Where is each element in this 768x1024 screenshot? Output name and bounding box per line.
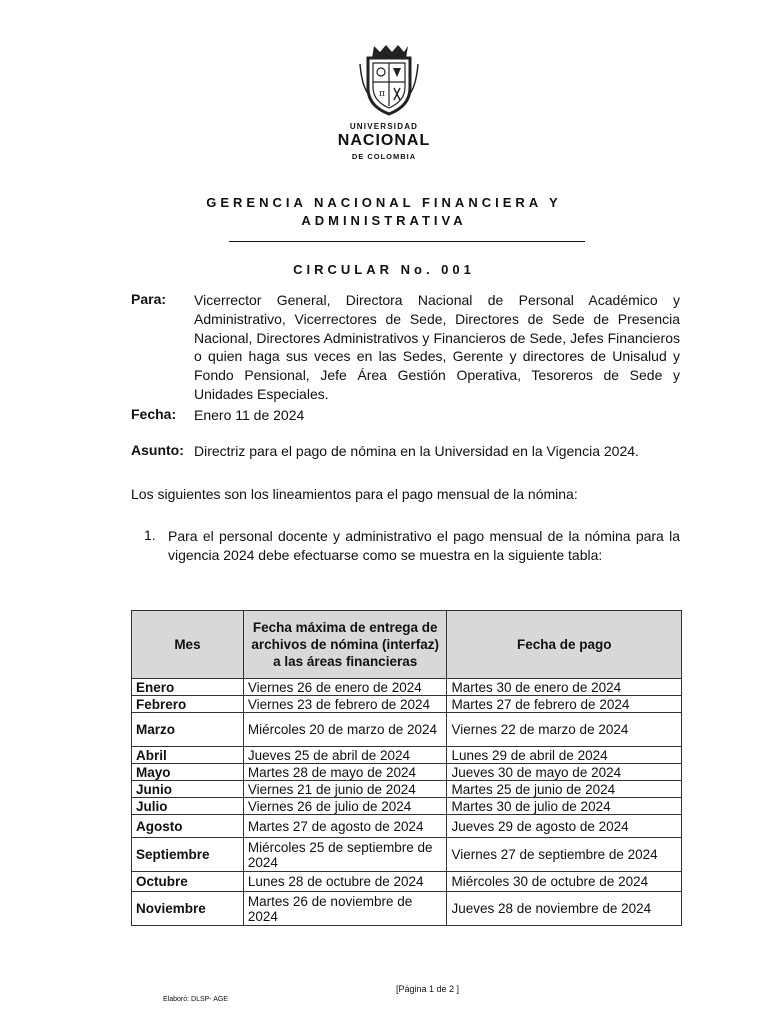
payment-date-cell: Martes 25 de junio de 2024: [447, 781, 682, 798]
payment-date-cell: Jueves 28 de noviembre de 2024: [447, 892, 682, 926]
payment-date-cell: Martes 30 de enero de 2024: [447, 679, 682, 696]
month-cell: Agosto: [132, 815, 244, 838]
delivery-date-cell: Miércoles 20 de marzo de 2024: [243, 713, 447, 747]
month-cell: Febrero: [132, 696, 244, 713]
department-title-line2: ADMINISTRATIVA: [301, 213, 467, 228]
university-name-bottom: DE COLOMBIA: [351, 152, 417, 161]
payroll-schedule-table: [131, 610, 682, 926]
svg-text:π: π: [379, 89, 385, 99]
payment-date-cell: Jueves 29 de agosto de 2024: [447, 815, 682, 838]
table-row: [132, 679, 682, 696]
table-row: [132, 747, 682, 764]
table-row: [132, 781, 682, 798]
list-item-number: 1.: [144, 527, 156, 543]
delivery-date-cell: Viernes 26 de enero de 2024: [243, 679, 447, 696]
delivery-date-cell: Jueves 25 de abril de 2024: [243, 747, 447, 764]
table-row: [132, 838, 682, 872]
delivery-date-cell: Viernes 23 de febrero de 2024: [243, 696, 447, 713]
table-row: [132, 764, 682, 781]
payment-date-cell: Jueves 30 de mayo de 2024: [447, 764, 682, 781]
month-cell: Noviembre: [132, 892, 244, 926]
month-cell: Julio: [132, 798, 244, 815]
prepared-by-note: Elaboró: DLSP- AGE: [163, 996, 228, 1003]
month-cell: Abril: [132, 747, 244, 764]
university-name-top: UNIVERSIDAD: [349, 122, 419, 131]
delivery-date-cell: Miércoles 25 de septiembre de 2024: [243, 838, 447, 872]
column-header-fecha-pago: Fecha de pago: [447, 611, 682, 679]
table-row: [132, 892, 682, 926]
payment-date-cell: Miércoles 30 de octubre de 2024: [447, 872, 682, 892]
list-item-text: Para el personal docente y administrativo el pago mensual de la nómina para la vigencia 2024 debe efectuarse como se muestra en la siguiente tabla:: [168, 528, 680, 563]
title-underline: [229, 241, 585, 242]
month-cell: Junio: [132, 781, 244, 798]
department-title-line1: GERENCIA NACIONAL FINANCIERA Y: [206, 195, 562, 210]
fecha-value: Enero 11 de 2024: [194, 407, 305, 423]
university-seal-logo: [356, 44, 422, 116]
department-title: [0, 194, 768, 230]
payment-date-cell: Lunes 29 de abril de 2024: [447, 747, 682, 764]
circular-number: CIRCULAR No. 001: [293, 262, 475, 277]
table-row: [132, 815, 682, 838]
table-row: [132, 798, 682, 815]
fecha-label: Fecha:: [131, 406, 177, 422]
asunto-label: Asunto:: [131, 442, 184, 458]
payment-date-cell: Viernes 27 de septiembre de 2024: [447, 838, 682, 872]
para-label: Para:: [131, 291, 167, 307]
university-name-main: NACIONAL: [337, 132, 431, 149]
table-row: [132, 696, 682, 713]
payment-date-cell: Martes 27 de febrero de 2024: [447, 696, 682, 713]
table-header-row: [132, 611, 682, 679]
delivery-date-cell: Viernes 26 de julio de 2024: [243, 798, 447, 815]
intro-paragraph: Los siguientes son los lineamientos para el pago mensual de la nómina:: [131, 486, 578, 502]
delivery-date-cell: Martes 28 de mayo de 2024: [243, 764, 447, 781]
delivery-date-cell: Martes 26 de noviembre de 2024: [243, 892, 447, 926]
month-cell: Enero: [132, 679, 244, 696]
table-row: [132, 713, 682, 747]
payment-date-cell: Martes 30 de julio de 2024: [447, 798, 682, 815]
delivery-date-cell: Viernes 21 de junio de 2024: [243, 781, 447, 798]
para-value: Vicerrector General, Directora Nacional de Personal Académico y Administrativo, Vicerrectores de Sede, Directores de Sede de Presencia Nacional, Directores Administrativos y Financieros de Sede, Jefes Financieros o quien haga sus veces en las Sedes, Gerente y directores de Unisalud y Fondo Pensional, Jefe Área Gestión Operativa, Tesoreros de Sede y Unidades Especiales.: [194, 292, 680, 402]
delivery-date-cell: Martes 27 de agosto de 2024: [243, 815, 447, 838]
page-number: [Página 1 de 2 ]: [396, 984, 460, 994]
delivery-date-cell: Lunes 28 de octubre de 2024: [243, 872, 447, 892]
column-header-mes: Mes: [132, 611, 244, 679]
asunto-value: Directriz para el pago de nómina en la Universidad en la Vigencia 2024.: [194, 443, 639, 459]
column-header-fecha-entrega: Fecha máxima de entrega de archivos de nómina (interfaz) a las áreas financieras: [243, 611, 447, 679]
payment-date-cell: Viernes 22 de marzo de 2024: [447, 713, 682, 747]
month-cell: Octubre: [132, 872, 244, 892]
month-cell: Mayo: [132, 764, 244, 781]
month-cell: Marzo: [132, 713, 244, 747]
table-row: [132, 872, 682, 892]
month-cell: Septiembre: [132, 838, 244, 872]
